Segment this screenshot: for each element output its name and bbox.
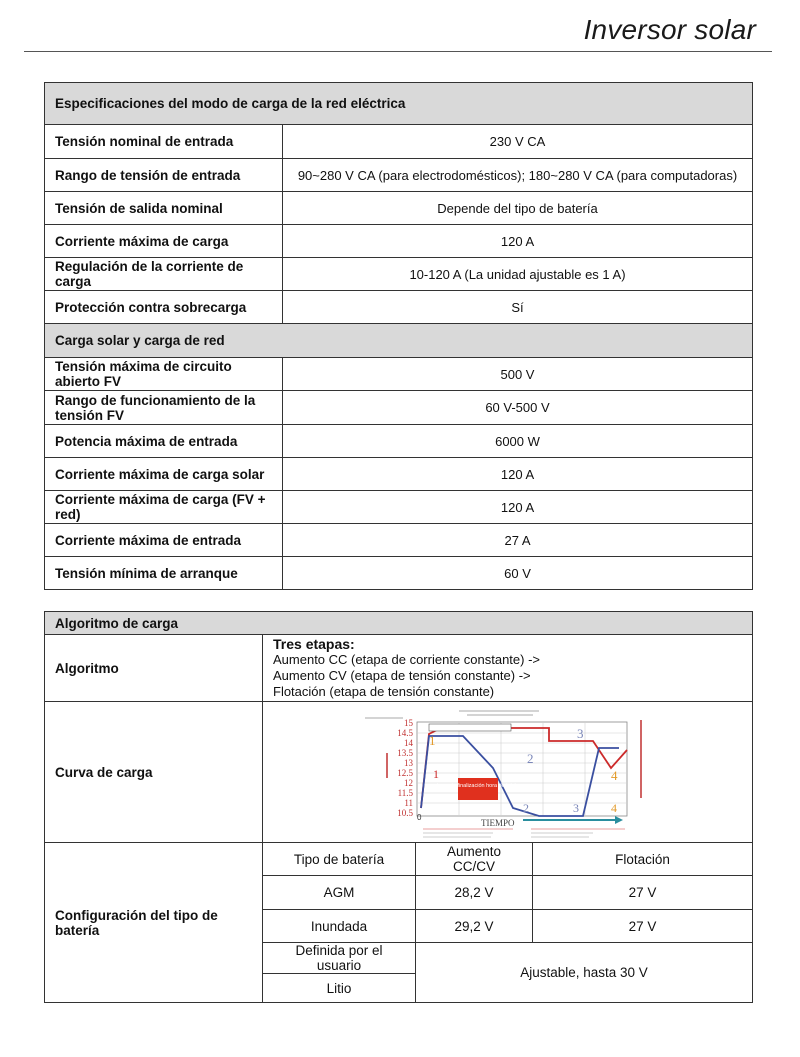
section-header-grid-charge: Especificaciones del modo de carga de la red eléctrica — [45, 83, 753, 125]
y-tick-label: 14.5 — [396, 728, 413, 738]
y-tick-label: 11.5 — [397, 788, 413, 798]
algorithm-stage-2: Aumento CV (etapa de tensión constante) -> — [273, 668, 531, 683]
spec-value: 120 A — [283, 458, 753, 491]
boost-voltage-cell: 28,2 V — [416, 876, 533, 910]
spec-row — [45, 557, 753, 590]
column-header-battery-type: Tipo de batería — [263, 843, 416, 876]
charge-curve-cell — [263, 702, 753, 843]
boost-voltage-cell: 29,2 V — [416, 910, 533, 943]
spec-label: Tensión de salida nominal — [45, 192, 283, 225]
spec-label: Rango de tensión de entrada — [45, 159, 283, 192]
stage-number: 1 — [428, 733, 435, 748]
time-axis-label: TIEMPO — [480, 818, 514, 828]
stage-number: 4 — [610, 768, 617, 783]
spec-value: 120 A — [283, 225, 753, 258]
spec-label: Tensión máxima de circuito abierto FV — [45, 358, 283, 391]
y-tick-label: 12.5 — [396, 768, 413, 778]
spec-row — [45, 225, 753, 258]
battery-type-cell: Definida por el usuario — [263, 943, 416, 974]
spec-label: Corriente máxima de carga — [45, 225, 283, 258]
spec-label: Tensión nominal de entrada — [45, 125, 283, 159]
spec-label: Corriente máxima de entrada — [45, 524, 283, 557]
battery-type-cell: Inundada — [263, 910, 416, 943]
spec-value: 90~280 V CA (para electrodomésticos); 180~280 V CA (para computadoras) — [283, 159, 753, 192]
algorithm-row — [45, 635, 753, 702]
spec-value: 120 A — [283, 491, 753, 524]
spec-row — [45, 159, 753, 192]
stage-number: 2 — [526, 751, 533, 766]
charging-algorithm-table — [44, 611, 753, 1003]
y-tick-label: 14 — [403, 738, 413, 748]
spec-row — [45, 358, 753, 391]
column-header-boost: Aumento CC/CV — [416, 843, 533, 876]
stage-number: 4 — [610, 801, 617, 815]
spec-value: Depende del tipo de batería — [283, 192, 753, 225]
note-box-text: hora de finalización hora de inicio — [436, 783, 519, 789]
column-header-float: Flotación — [533, 843, 753, 876]
spec-value: 60 V-500 V — [283, 391, 753, 425]
float-voltage-cell: 27 V — [533, 876, 753, 910]
float-voltage-cell: 27 V — [533, 910, 753, 943]
y-tick-label: 12 — [403, 778, 413, 788]
section-header-row — [45, 612, 753, 635]
spec-value: 10-120 A (La unidad ajustable es 1 A) — [283, 258, 753, 291]
y-tick-label: 13.5 — [396, 748, 413, 758]
charge-curve-row — [45, 702, 753, 843]
spec-label: Corriente máxima de carga (FV + red) — [45, 491, 283, 524]
stage-number: 3 — [572, 801, 579, 815]
section-header-row — [45, 324, 753, 358]
note-box-label — [437, 783, 519, 789]
algorithm-description — [263, 635, 753, 702]
stage-number: 2 — [522, 801, 529, 815]
spec-label: Regulación de la corriente de carga — [45, 258, 283, 291]
spec-value: 230 V CA — [283, 125, 753, 159]
algorithm-stage-3: Flotación (etapa de tensión constante) — [273, 684, 495, 699]
origin-label: 0 — [416, 813, 421, 822]
section-header-algorithm: Algoritmo de carga — [45, 612, 753, 635]
algorithm-title: Tres etapas: — [273, 636, 355, 652]
stage-number: 1 — [432, 767, 439, 781]
adjustable-voltage-cell: Ajustable, hasta 30 V — [416, 943, 753, 1003]
spec-label: Rango de funcionamiento de la tensión FV — [45, 391, 283, 425]
annotation-box — [429, 724, 511, 731]
battery-config-label: Configuración del tipo de batería — [45, 843, 263, 1003]
spec-row — [45, 125, 753, 159]
y-tick-label: 15 — [403, 718, 413, 728]
time-arrow-head — [615, 816, 623, 824]
spec-value: 27 A — [283, 524, 753, 557]
document-title: Inversor solar — [583, 14, 756, 45]
spec-value: Sí — [283, 291, 753, 324]
spec-row — [45, 291, 753, 324]
title-divider — [24, 51, 772, 52]
spec-row — [45, 391, 753, 425]
spec-label: Tensión mínima de arranque — [45, 557, 283, 590]
battery-config-header-row — [45, 843, 753, 876]
section-header-solar-grid: Carga solar y carga de red — [45, 324, 753, 358]
spec-value: 60 V — [283, 557, 753, 590]
spec-value: 6000 W — [283, 425, 753, 458]
y-tick-label: 13 — [403, 758, 413, 768]
y-tick-label: 11 — [403, 798, 413, 808]
spec-row — [45, 425, 753, 458]
section-header-row — [45, 83, 753, 125]
charge-curve-label: Curva de carga — [45, 702, 263, 843]
stage-number: 3 — [576, 726, 583, 741]
spec-label: Potencia máxima de entrada — [45, 425, 283, 458]
battery-type-cell: AGM — [263, 876, 416, 910]
note-box — [458, 778, 498, 800]
algorithm-label: Algoritmo — [45, 635, 263, 702]
specs-table — [44, 82, 753, 590]
algorithm-stage-1: Aumento CC (etapa de corriente constante) -> — [273, 652, 541, 667]
spec-row — [45, 192, 753, 225]
spec-row — [45, 258, 753, 291]
spec-row — [45, 524, 753, 557]
charge-curve-diagram — [363, 708, 653, 840]
spec-row — [45, 491, 753, 524]
spec-row — [45, 458, 753, 491]
y-tick-label: 10.5 — [396, 808, 413, 818]
spec-label: Corriente máxima de carga solar — [45, 458, 283, 491]
spec-value: 500 V — [283, 358, 753, 391]
spec-label: Protección contra sobrecarga — [45, 291, 283, 324]
battery-type-cell: Litio — [263, 974, 416, 1003]
